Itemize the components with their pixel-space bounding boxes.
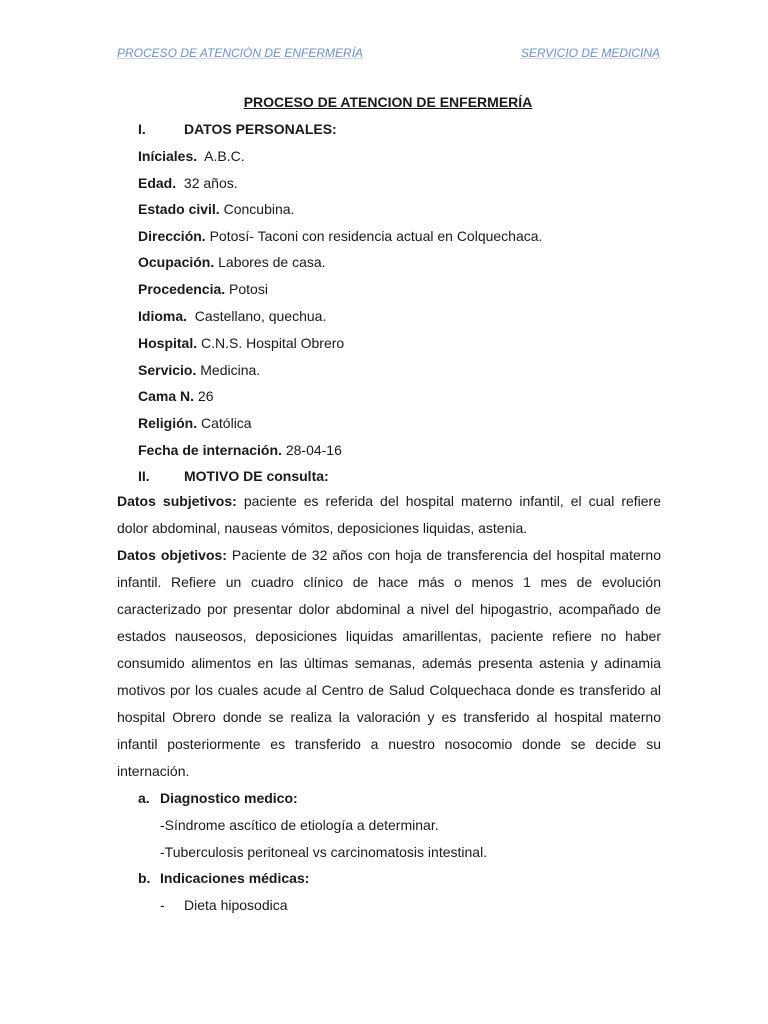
field-label: Ocupación.	[138, 254, 215, 270]
field-value: Labores de casa.	[218, 254, 326, 270]
header-right: SERVICIO DE MEDICINA	[520, 46, 660, 60]
diagnosis-item: -Tuberculosis peritoneal vs carcinomatosis intestinal.	[160, 844, 488, 860]
field-language	[138, 306, 326, 326]
header-left: PROCESO DE ATENCIÓN DE ENFERMERÍA	[117, 46, 364, 60]
field-origin	[138, 279, 268, 299]
field-admission-date	[138, 440, 342, 460]
subjective-label: Datos subjetivos:	[117, 493, 237, 509]
field-religion	[138, 413, 252, 433]
field-value: 26	[197, 388, 214, 404]
page-header	[117, 46, 660, 60]
field-label: Hospital.	[138, 335, 198, 351]
indications-letter: b.	[138, 870, 151, 886]
objective-label: Datos objetivos:	[117, 547, 227, 563]
field-label: Procedencia.	[138, 281, 226, 297]
objective-text: Paciente de 32 años con hoja de transferencia del hospital materno infantil. Refiere un cuadro clínico de hace más o menos 1 mes de evolución caracterizado por presentar dolor abdominal a nivel del hipogastrio, acompañado de estados nauseosos, deposiciones liquidas amarillentas, paciente refiere no haber consumido alimentos en las últimas semanas, además presenta astenia y adinamia motivos por los cuales acude al Centro de Salud Colquechaca donde es transferido al hospital Obrero donde se realiza la valoración y es transferido al hospital materno infantil posteriormente es transferido a nuestro nosocomio donde se decide su internación.	[117, 547, 662, 779]
field-value: 28-04-16	[285, 442, 342, 458]
field-civil-status	[138, 199, 294, 219]
document-title: PROCESO DE ATENCION DE ENFERMERÍA	[243, 94, 533, 110]
field-value: Potosi	[229, 281, 268, 297]
field-age	[138, 173, 238, 193]
field-bed	[138, 386, 214, 406]
field-label: Estado civil.	[138, 201, 220, 217]
subjective-data-paragraph	[117, 488, 661, 542]
field-value: Concubina.	[223, 201, 295, 217]
field-label: Fecha de internación.	[138, 442, 282, 458]
field-label: Dirección.	[138, 228, 206, 244]
objective-data-paragraph	[117, 542, 661, 785]
diagnosis-label: Diagnostico medico:	[160, 790, 298, 806]
field-value: C.N.S. Hospital Obrero	[201, 335, 345, 351]
section-1-label: DATOS PERSONALES:	[184, 121, 337, 137]
field-service	[138, 360, 260, 380]
subjective-text: paciente es referida del hospital materno infantil, el cual refiere dolor abdominal, nauseas vómitos, deposiciones liquidas, astenia.	[117, 493, 661, 536]
section-1-number: I.	[138, 121, 146, 137]
field-occupation	[138, 252, 326, 272]
field-address	[138, 226, 542, 246]
diagnosis-letter: a.	[138, 790, 150, 806]
indication-bullet: -	[160, 897, 165, 913]
section-2-label: MOTIVO DE consulta:	[184, 468, 329, 484]
field-value: A.B.C.	[204, 148, 245, 164]
field-value: 32 años.	[183, 175, 238, 191]
indications-label: Indicaciones médicas:	[160, 870, 310, 886]
field-label: Edad.	[138, 175, 177, 191]
field-label: Cama N.	[138, 388, 195, 404]
field-label: Servicio.	[138, 362, 197, 378]
diagnosis-item: -Síndrome ascítico de etiología a determinar.	[160, 817, 439, 833]
indication-text: Dieta hiposodica	[184, 897, 288, 913]
field-value: Medicina.	[200, 362, 261, 378]
field-hospital	[138, 333, 344, 353]
field-label: Idioma.	[138, 308, 188, 324]
field-label: Iníciales.	[138, 148, 198, 164]
field-value: Potosí- Taconi con residencia actual en Colquechaca.	[209, 228, 543, 244]
field-initials	[138, 146, 245, 166]
field-value: Católica	[201, 415, 252, 431]
section-2-number: II.	[138, 468, 150, 484]
field-value: Castellano, quechua.	[194, 308, 327, 324]
field-label: Religión.	[138, 415, 198, 431]
